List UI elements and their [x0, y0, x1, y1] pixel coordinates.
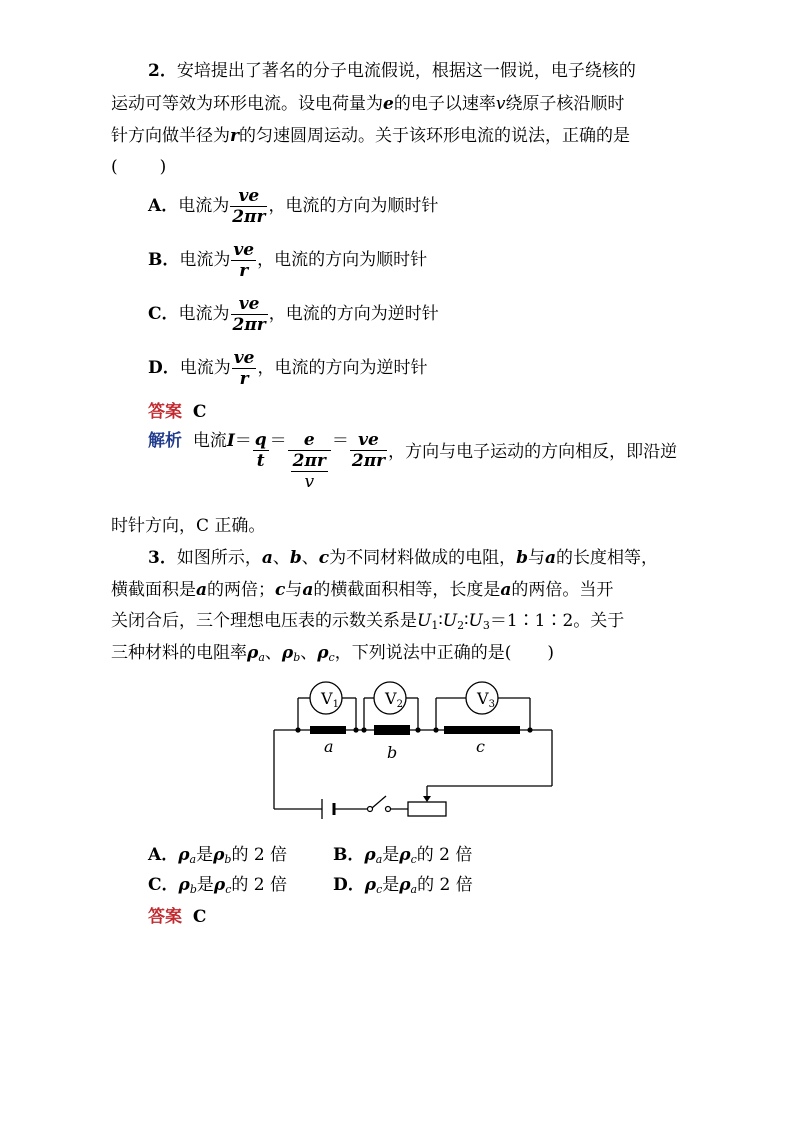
- paren: ): [547, 643, 554, 663]
- option-text: ，电流的方向为逆时针: [268, 304, 439, 324]
- var-rho: ρ: [364, 845, 376, 865]
- q2-answer: [148, 401, 206, 423]
- q2-text: 的电子以速率: [393, 94, 496, 114]
- q2-analysis-line-2: [111, 515, 265, 537]
- q3-line-4: [111, 642, 554, 669]
- denominator: [288, 451, 331, 492]
- inner-fraction: [291, 451, 328, 492]
- q3-text: 如图所示，: [176, 548, 262, 568]
- colon: ∶: [438, 611, 443, 631]
- paren: ): [159, 157, 167, 177]
- denominator: 2πr: [232, 207, 266, 227]
- q3-option-b: [333, 844, 472, 871]
- q2-text: 针方向做半径为: [111, 126, 230, 146]
- subscript: 3: [482, 619, 490, 632]
- junction-dot: [353, 727, 358, 732]
- q3-text: 的横截面积相等，长度是: [313, 580, 501, 600]
- equals: ＝: [234, 431, 252, 451]
- label-a: a: [324, 737, 334, 756]
- option-text: 的 2 倍: [416, 845, 473, 865]
- var-U: U: [417, 611, 432, 631]
- label-c: c: [476, 737, 485, 756]
- numerator: ve: [233, 240, 255, 260]
- subscript: a: [410, 883, 418, 896]
- subscript: a: [258, 651, 265, 664]
- var-rho: ρ: [178, 845, 190, 865]
- resistor-c: [444, 726, 520, 734]
- q3-option-c: [148, 874, 287, 901]
- meter-subscript: 1: [332, 699, 339, 710]
- sep: 、: [300, 643, 318, 663]
- option-text: 的 2 倍: [231, 845, 288, 865]
- var-rho: ρ: [281, 643, 294, 663]
- subscript: c: [328, 651, 335, 664]
- meter-subscript: 3: [488, 699, 495, 710]
- var-b: b: [516, 548, 528, 568]
- subscript: 2: [457, 619, 465, 632]
- junction-dot: [433, 727, 438, 732]
- q3-option-d: [333, 874, 473, 901]
- var-a: a: [545, 548, 557, 568]
- var-rho: ρ: [247, 643, 259, 663]
- var-e: e: [383, 94, 394, 114]
- q3-line-2: [111, 579, 613, 601]
- denominator: r: [239, 369, 249, 389]
- fraction: [231, 240, 256, 281]
- var-rho: ρ: [399, 845, 411, 865]
- q3-text: 的两倍。当开: [511, 580, 614, 600]
- numerator: q: [254, 430, 267, 450]
- var-a: a: [261, 548, 273, 568]
- q3-text: 与: [285, 580, 303, 600]
- var-U: U: [468, 611, 483, 631]
- q3-option-a: [148, 844, 287, 871]
- junction-dot: [361, 727, 366, 732]
- numerator: 2πr: [292, 451, 326, 471]
- paren: (: [111, 157, 118, 177]
- q3-text: 与: [528, 548, 545, 568]
- denominator: r: [239, 261, 249, 281]
- q3-line-3: [111, 610, 624, 637]
- analysis-text: 时针方向，C 正确。: [111, 516, 266, 536]
- resistor-a: [310, 726, 346, 734]
- colon: ∶: [464, 611, 469, 631]
- switch-contact-right: [386, 807, 391, 812]
- answer-label: 答案: [148, 402, 182, 422]
- var-rho: ρ: [399, 875, 411, 895]
- denominator: 2πr: [351, 451, 386, 471]
- meter-letter: V: [321, 689, 333, 708]
- q3-text: 关闭合后，三个理想电压表的示数关系是: [111, 611, 417, 631]
- option-text: 电流为: [179, 250, 231, 270]
- fraction-q-over-t: [253, 430, 269, 471]
- var-v: v: [495, 94, 506, 114]
- option-label: C．: [148, 304, 179, 324]
- fraction-e-over-2pir-v: [288, 430, 331, 492]
- equals: ＝: [331, 431, 349, 451]
- q3-text: 横截面积是: [111, 580, 196, 600]
- option-text: ，电流的方向为逆时针: [257, 358, 428, 378]
- q3-text: 三种材料的电阻率: [111, 643, 247, 663]
- option-label: D．: [333, 875, 365, 895]
- option-text: 是: [382, 875, 400, 895]
- denominator: 2πr: [232, 315, 266, 335]
- var-c: c: [318, 548, 330, 568]
- analysis-label: 解析: [148, 431, 182, 451]
- fraction: [230, 186, 267, 227]
- denominator: v: [304, 472, 315, 492]
- q2-text: 运动可等效为环形电流。设电荷量为: [111, 94, 383, 114]
- resistor-b: [374, 725, 410, 735]
- var-b: b: [289, 548, 302, 568]
- subscript: 1: [431, 619, 439, 632]
- var-rho: ρ: [317, 643, 329, 663]
- option-label: A．: [148, 196, 179, 216]
- var-rho: ρ: [213, 845, 225, 865]
- var-rho: ρ: [178, 875, 190, 895]
- q2-answer-blank: [111, 156, 166, 178]
- sep: 、: [264, 643, 282, 663]
- q2-option-d: [148, 348, 427, 389]
- var-I: I: [226, 431, 235, 451]
- q3-text: ＝1∶1∶2。关于: [489, 611, 625, 631]
- subscript: b: [224, 853, 232, 866]
- numerator: e: [288, 430, 331, 451]
- q2-option-a: [148, 186, 438, 227]
- switch-contact-left: [368, 807, 373, 812]
- option-label: C．: [148, 875, 179, 895]
- subscript: c: [376, 883, 383, 896]
- fraction: [231, 294, 268, 335]
- option-text: 是: [382, 845, 400, 865]
- answer-value: C: [192, 402, 207, 422]
- q3-text: 的两倍；: [207, 580, 276, 600]
- junction-dot: [295, 727, 300, 732]
- q3-line-1: [148, 547, 658, 569]
- circuit-background: [262, 672, 568, 832]
- analysis-text: 电流: [192, 431, 227, 451]
- q2-line-1: [148, 60, 636, 82]
- numerator: ve: [350, 430, 387, 451]
- var-a: a: [302, 580, 314, 600]
- var-U: U: [442, 611, 458, 631]
- option-text: 的 2 倍: [231, 875, 287, 895]
- q2-line-3: [111, 125, 630, 147]
- meter-letter: V: [477, 689, 489, 708]
- q2-option-c: [148, 294, 439, 335]
- option-text: 是: [196, 845, 214, 865]
- var-a: a: [196, 580, 208, 600]
- q2-text: 安培提出了著名的分子电流假说，根据这一假说，电子绕核的: [176, 61, 636, 81]
- option-text: 的 2 倍: [417, 875, 473, 895]
- q3-number: 3．: [148, 548, 177, 568]
- numerator: ve: [231, 294, 268, 315]
- circuit-svg: [262, 672, 568, 832]
- option-label: B．: [333, 845, 365, 865]
- subscript: b: [189, 883, 197, 896]
- option-label: D．: [148, 358, 180, 378]
- numerator: ve: [230, 186, 267, 207]
- denominator: t: [256, 451, 265, 471]
- junction-dot: [527, 727, 532, 732]
- answer-value: C: [192, 907, 207, 927]
- var-rho: ρ: [213, 875, 226, 895]
- q2-text: 的匀速圆周运动。关于该环形电流的说法，正确的是: [238, 126, 630, 146]
- var-r: r: [230, 126, 239, 146]
- option-text: 电流为: [178, 304, 230, 324]
- label-b: b: [387, 743, 398, 762]
- q2-number: 2．: [148, 61, 177, 81]
- q3-text: ，下列说法中正确的是(: [334, 643, 512, 663]
- option-text: 电流为: [178, 196, 230, 216]
- option-text: ，电流的方向为顺时针: [257, 250, 428, 270]
- q2-text: 绕原子核沿顺时: [505, 94, 625, 114]
- q2-analysis: [148, 430, 677, 492]
- junction-dot: [415, 727, 420, 732]
- meter-subscript: 2: [396, 699, 403, 710]
- analysis-text: ，方向与电子运动的方向相反，即沿逆: [388, 442, 678, 462]
- option-label: B．: [148, 250, 180, 270]
- q3-answer: [148, 906, 206, 928]
- subscript: b: [293, 651, 301, 664]
- subscript: a: [375, 853, 383, 866]
- option-text: ，电流的方向为顺时针: [268, 196, 439, 216]
- var-c: c: [275, 580, 286, 600]
- subscript: a: [189, 853, 197, 866]
- fraction: [232, 348, 257, 389]
- q3-text: 为不同材料做成的电阻，: [329, 548, 517, 568]
- option-label: A．: [148, 845, 179, 865]
- q2-line-2: [111, 93, 624, 115]
- numerator: ve: [233, 348, 255, 368]
- meter-letter: V: [385, 689, 397, 708]
- circuit-diagram: [262, 672, 568, 832]
- sep: 、: [272, 548, 290, 568]
- answer-label: 答案: [148, 907, 182, 927]
- equals: ＝: [269, 431, 287, 451]
- q3-text: 的长度相等，: [556, 548, 659, 568]
- sep: 、: [301, 548, 319, 568]
- fraction-ve-over-2pir: [350, 430, 387, 471]
- q2-option-b: [148, 240, 427, 281]
- subscript: c: [410, 853, 417, 866]
- var-rho: ρ: [364, 875, 377, 895]
- option-text: 电流为: [179, 358, 231, 378]
- subscript: c: [225, 883, 232, 896]
- option-text: 是: [196, 875, 214, 895]
- var-a: a: [500, 580, 512, 600]
